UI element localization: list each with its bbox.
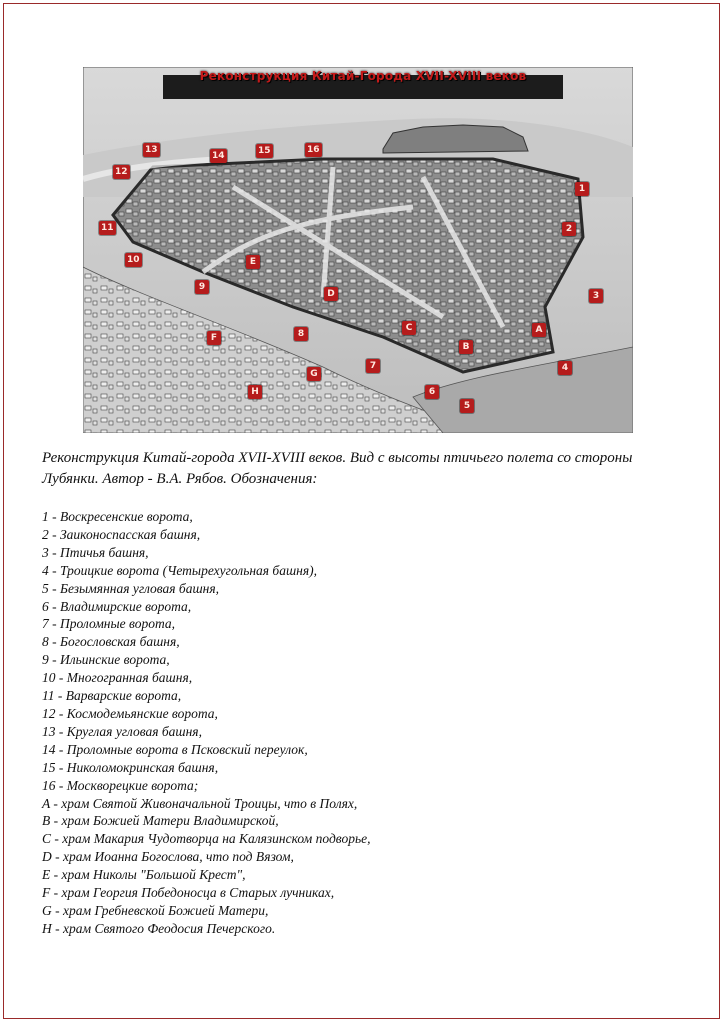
map-marker-15: 15 [258, 146, 271, 156]
legend-item: B - храм Божией Матери Владимирской, [42, 813, 279, 829]
legend-item: 13 - Круглая угловая башня, [42, 723, 202, 739]
legend-item: H - храм Святого Феодосия Печерского. [42, 920, 276, 936]
legend-item: D - храм Иоанна Богослова, что под Вязом, [42, 849, 294, 865]
legend-item: G - храм Гребневской Божией Матери, [42, 902, 269, 918]
map-marker-4: 4 [558, 361, 572, 375]
map-marker-16: 16 [307, 145, 320, 155]
reconstruction-map-image [83, 67, 633, 433]
legend-item: C - храм Макария Чудотворца на Калязинском подворье, [42, 831, 371, 847]
map-marker-b: B [459, 340, 473, 354]
legend-item: 14 - Проломные ворота в Псковский переулок, [42, 741, 308, 757]
map-marker-7: 7 [366, 359, 380, 373]
map-marker-2: 2 [562, 222, 576, 236]
legend-item: 15 - Николомокринская башня, [42, 759, 219, 775]
map-marker-12: 12 [115, 167, 128, 177]
map-marker-e: E [246, 255, 260, 269]
legend-list [42, 508, 702, 938]
map-marker-11: 11 [101, 223, 114, 233]
map-marker-1: 1 [575, 182, 589, 196]
map-marker-14: 14 [212, 151, 225, 161]
map-marker-c: C [402, 321, 416, 335]
legend-item: 5 - Безымянная угловая башня, [42, 580, 219, 596]
legend-item: 1 - Воскресенские ворота, [42, 509, 193, 524]
map-marker-8: 8 [294, 327, 308, 341]
map-marker-13: 13 [145, 145, 158, 155]
legend-item: 9 - Ильинские ворота, [42, 652, 170, 668]
legend-item: 12 - Космодемьянские ворота, [42, 705, 218, 721]
map-title: Реконструкция Китай-Города XVII-XVIII веков [199, 69, 527, 83]
legend-item: E - храм Николы "Большой Крест", [42, 867, 246, 883]
legend-item: 4 - Троицкие ворота (Четырехугольная башня), [42, 562, 318, 578]
map-marker-10: 10 [127, 255, 140, 265]
map-marker-d: D [324, 287, 338, 301]
map-marker-3: 3 [589, 289, 603, 303]
map-drawing [83, 67, 633, 433]
legend-item: 2 - Заиконоспасская башня, [42, 526, 201, 542]
map-marker-h: H [248, 385, 262, 399]
map-marker-9: 9 [195, 280, 209, 294]
legend-item: A - храм Святой Живоначальной Троицы, что в Полях, [42, 795, 358, 811]
legend-item: 7 - Проломные ворота, [42, 616, 175, 632]
legend-item: 11 - Варварские ворота, [42, 688, 182, 704]
legend-item: 10 - Многогранная башня, [42, 670, 193, 686]
legend-item: 16 - Москворецкие ворота; [42, 777, 199, 793]
map-marker-f: F [207, 331, 221, 345]
map-marker-a: A [532, 323, 546, 337]
map-marker-5: 5 [460, 399, 474, 413]
map-caption: Реконструкция Китай-города XVII-XVIII веков. Вид с высоты птичьего полета со стороны Лубянки. Автор - В.А. Рябов. Обозначения: [42, 450, 633, 487]
legend-item: F - храм Георгия Победоносца в Старых лучниках, [42, 885, 335, 901]
map-marker-g: G [307, 367, 321, 381]
map-marker-6: 6 [425, 385, 439, 399]
legend-item: 8 - Богословская башня, [42, 634, 180, 650]
legend-item: 3 - Птичья башня, [42, 544, 149, 560]
legend-item: 6 - Владимирские ворота, [42, 598, 192, 614]
